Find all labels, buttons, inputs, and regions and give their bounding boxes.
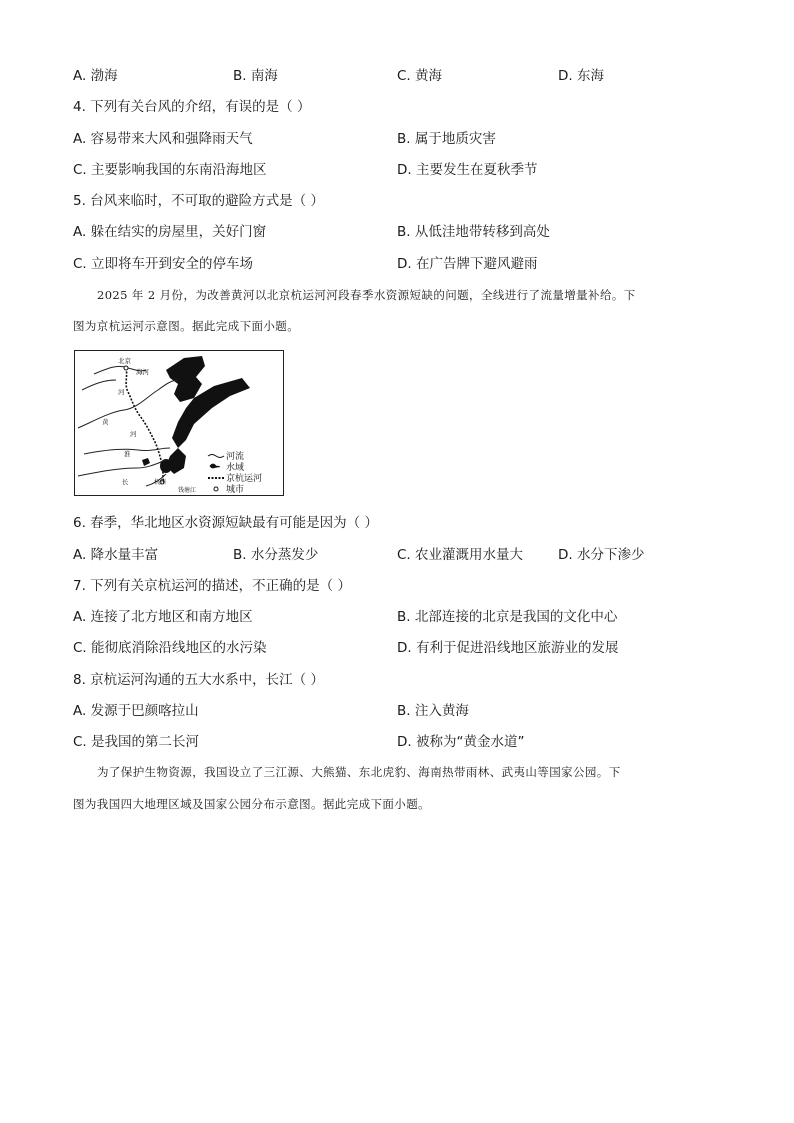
q8-option-a: A. 发源于巴颜喀拉山 [73, 703, 199, 719]
grand-canal-map [74, 350, 284, 496]
legend-city-symbol [214, 487, 218, 491]
q6-option-d: D. 水分下渗少 [558, 547, 645, 563]
q7-option-b: B. 北部连接的北京是我国的文化中心 [397, 609, 618, 625]
legend-canal-label: 京杭运河 [226, 474, 263, 484]
label-haihe: 海河 [136, 368, 149, 376]
label-hangzhou: 杭州 [154, 479, 167, 486]
legend-river-label: 河流 [226, 452, 245, 462]
q7-option-a: A. 连接了北方地区和南方地区 [73, 609, 253, 625]
q6-option-b: B. 水分蒸发少 [233, 547, 319, 563]
passage1-line1: 2025 年 2 月份，为改善黄河以北京杭运河河段春季水资源短缺的问题，全线进行了流量增量补给。下 [97, 288, 636, 302]
q5-option-c: C. 立即将车开到安全的停车场 [73, 256, 254, 272]
q6-stem: 6. 春季，华北地区水资源短缺最有可能是因为（ ） [73, 515, 378, 531]
q7-option-d: D. 有利于促进沿线地区旅游业的发展 [397, 640, 619, 656]
q8-option-d: D. 被称为“黄金水道” [397, 734, 525, 750]
q6-option-c: C. 农业灌溉用水量大 [397, 547, 524, 563]
label-huai: 淮 [124, 450, 131, 458]
label-qiantangjiang: 钱塘江 [178, 487, 197, 494]
q7-option-c: C. 能彻底消除沿线地区的水污染 [73, 640, 267, 656]
label-chang: 长 [122, 478, 129, 486]
q4-stem: 4. 下列有关台风的介绍，有误的是（ ） [73, 99, 311, 115]
q5-option-d: D. 在广告牌下避风避雨 [397, 256, 538, 272]
passage1-line2: 图为京杭运河示意图。据此完成下面小题。 [73, 319, 300, 333]
q3-option-a: A. 渤海 [73, 68, 118, 84]
q5-stem: 5. 台风来临时，不可取的避险方式是（ ） [73, 193, 324, 209]
label-huang: 黄 [102, 418, 109, 426]
q4-option-c: C. 主要影响我国的东南沿海地区 [73, 162, 267, 178]
label-jiang: 江 [174, 454, 181, 462]
q5-option-b: B. 从低洼地带转移到高处 [397, 224, 550, 240]
q4-option-b: B. 属于地质灾害 [397, 131, 496, 147]
q6-option-a: A. 降水量丰富 [73, 547, 159, 563]
label-beijing: 北京 [118, 357, 131, 365]
label-he2: 河 [130, 430, 137, 438]
legend-city-label: 城市 [226, 485, 245, 495]
q8-stem: 8. 京杭运河沟通的五大水系中，长江（ ） [73, 672, 324, 688]
q5-option-a: A. 躲在结实的房屋里，关好门窗 [73, 224, 267, 240]
q3-option-d: D. 东海 [558, 68, 604, 84]
q8-option-c: C. 是我国的第二长河 [73, 734, 200, 750]
q4-option-a: A. 容易带来大风和强降雨天气 [73, 131, 253, 147]
label-he1: 河 [118, 388, 125, 396]
q4-option-d: D. 主要发生在夏秋季节 [397, 162, 538, 178]
passage2-line1: 为了保护生物资源，我国设立了三江源、大熊猫、东北虎豹、海南热带雨林、武夷山等国家公园。下 [97, 765, 621, 779]
q3-option-b: B. 南海 [233, 68, 278, 84]
legend-water-label: 水域 [226, 463, 245, 473]
passage2-line2: 图为我国四大地理区域及国家公园分布示意图。据此完成下面小题。 [73, 797, 430, 811]
q8-option-b: B. 注入黄海 [397, 703, 469, 719]
beijing-city-marker [124, 366, 128, 370]
q7-stem: 7. 下列有关京杭运河的描述，不正确的是（ ） [73, 578, 351, 594]
q3-option-c: C. 黄海 [397, 68, 443, 84]
